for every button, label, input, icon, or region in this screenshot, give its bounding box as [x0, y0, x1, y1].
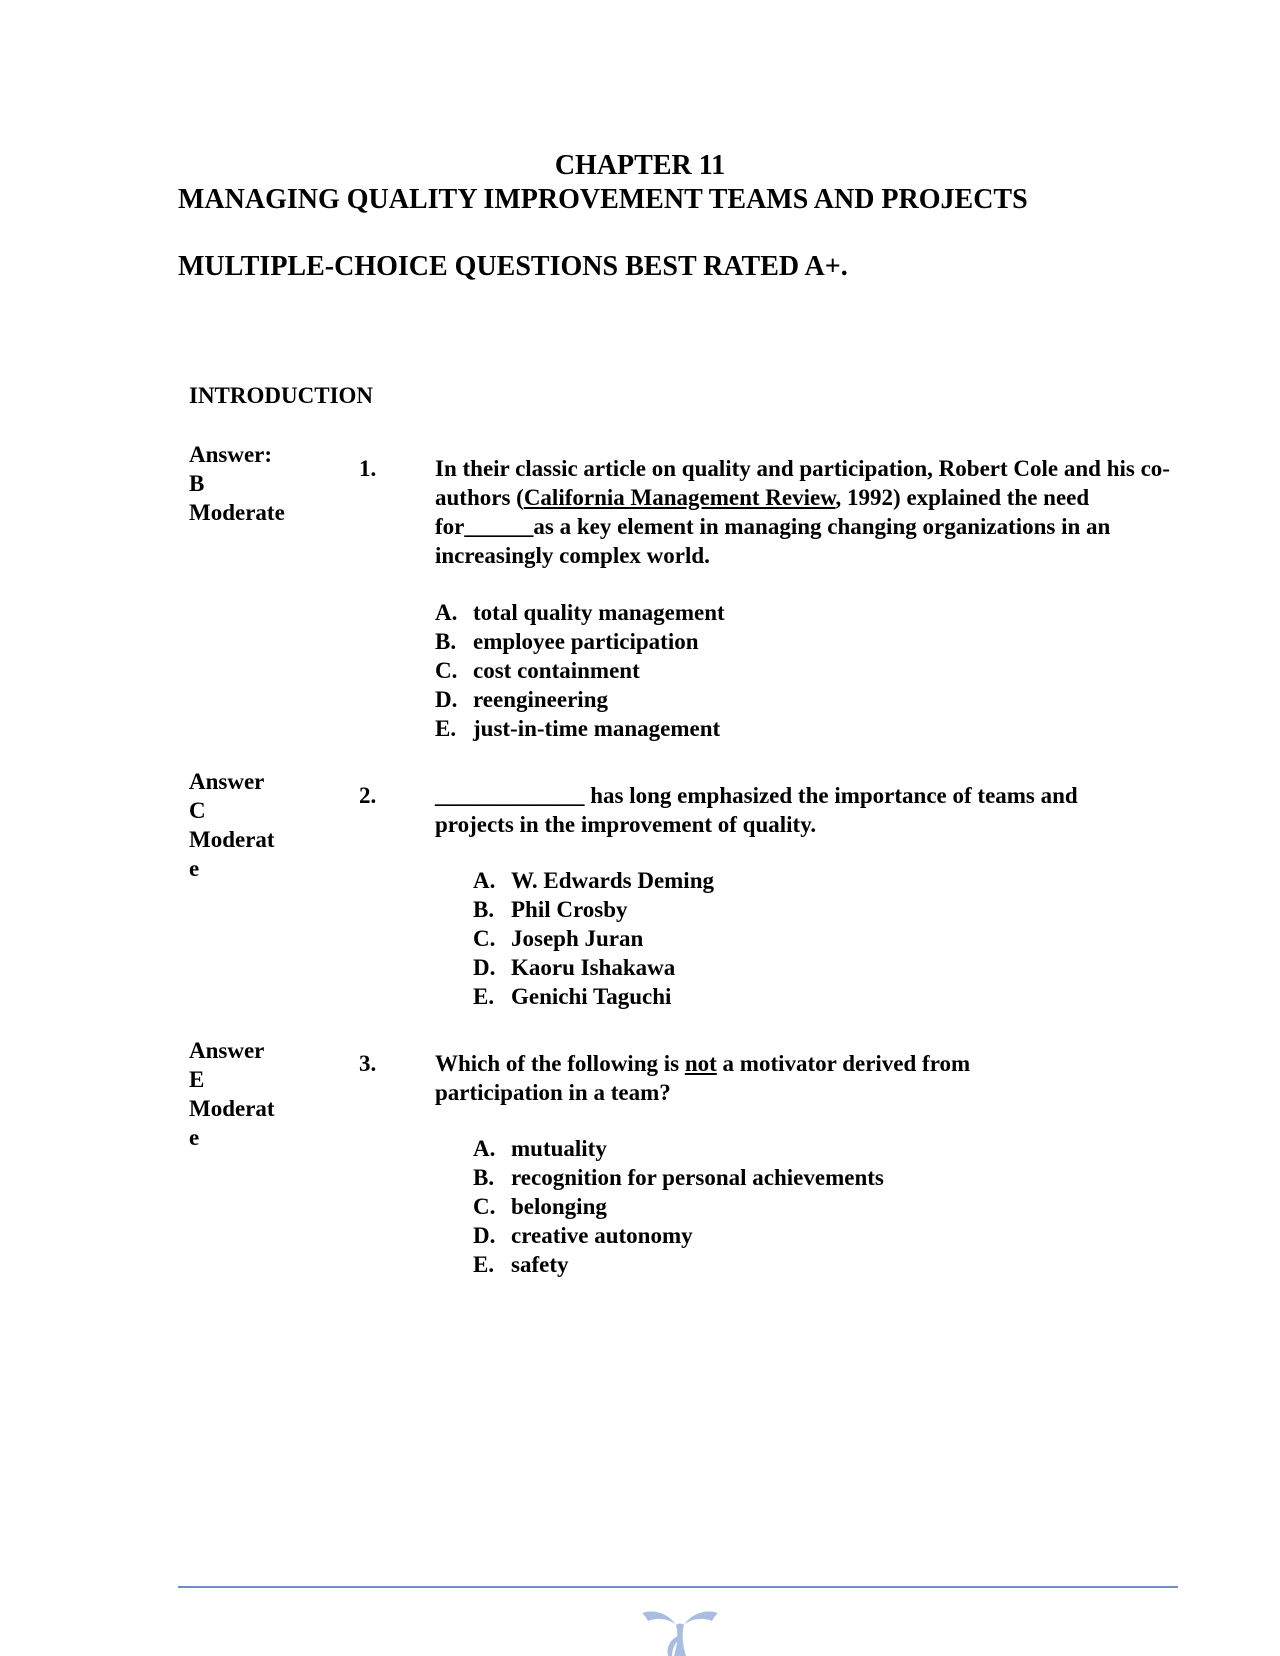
option-letter: B. — [435, 629, 457, 654]
answer-key-3 — [189, 1036, 275, 1152]
option-letter: B. — [473, 897, 495, 922]
chapter-heading: CHAPTER 11 — [554, 150, 726, 181]
options-list-3 — [473, 1134, 884, 1279]
option-letter: E. — [435, 716, 457, 741]
difficulty-label-cont: e — [189, 1125, 200, 1150]
question-stem-3 — [435, 1049, 1045, 1107]
stem-text: , 1992) explained the need for______as a key element in managing changing organizations in an increasingly complex world. — [435, 485, 1111, 568]
stem-text: a motivator derived from participation in a team? — [435, 1051, 971, 1105]
difficulty-label: Moderate — [189, 500, 285, 525]
option-d — [473, 953, 714, 982]
option-letter: D. — [473, 955, 496, 980]
option-text: Kaoru Ishakawa — [511, 955, 676, 980]
logo-wing-right — [684, 1612, 718, 1626]
option-letter: D. — [473, 1223, 496, 1248]
option-text: Phil Crosby — [511, 897, 628, 922]
answer-key-2 — [189, 767, 275, 883]
question-number-1: 1. — [359, 456, 377, 481]
option-letter: C. — [473, 926, 496, 951]
answer-label: Answer — [189, 1038, 265, 1063]
option-b — [473, 895, 714, 924]
option-text: just-in-time management — [473, 716, 721, 741]
option-a — [473, 866, 714, 895]
option-letter: E. — [473, 984, 495, 1009]
answer-label: Answer: — [189, 442, 273, 467]
option-c — [435, 656, 725, 685]
difficulty-label: Moderat — [189, 1096, 275, 1121]
answer-letter: B — [189, 471, 205, 496]
option-letter: C. — [473, 1194, 496, 1219]
option-c — [473, 1192, 884, 1221]
option-a — [435, 598, 725, 627]
option-text: total quality management — [473, 600, 725, 625]
emphasis-not: not — [684, 1051, 717, 1076]
journal-title: California Management Review — [523, 485, 836, 510]
option-letter: D. — [435, 687, 458, 712]
answer-key-1 — [189, 440, 285, 527]
option-letter: C. — [435, 658, 458, 683]
option-b — [435, 627, 725, 656]
footer-rule — [178, 1586, 1178, 1588]
option-text: recognition for personal achievements — [511, 1165, 884, 1190]
option-b — [473, 1163, 884, 1192]
option-e — [473, 982, 714, 1011]
stem-text: Which of the following is — [435, 1051, 685, 1076]
option-a — [473, 1134, 884, 1163]
option-text: employee participation — [473, 629, 699, 654]
question-number-2: 2. — [359, 783, 377, 808]
logo-wing-left — [642, 1612, 676, 1626]
option-letter: E. — [473, 1252, 495, 1277]
option-letter: A. — [435, 600, 458, 625]
answer-letter: C — [189, 798, 206, 823]
option-text: reengineering — [473, 687, 608, 712]
answer-letter: E — [189, 1067, 205, 1092]
option-letter: B. — [473, 1165, 495, 1190]
option-c — [473, 924, 714, 953]
chapter-title: MANAGING QUALITY IMPROVEMENT TEAMS AND PROJECTS — [178, 184, 1028, 215]
difficulty-label-cont: e — [189, 856, 200, 881]
option-d — [435, 685, 725, 714]
option-e — [435, 714, 725, 743]
option-letter: A. — [473, 868, 496, 893]
stem-text: In their classic article on quality and participation, Robert Cole and his co-authors ( — [435, 456, 1170, 510]
option-text: belonging — [511, 1194, 607, 1219]
option-e — [473, 1250, 884, 1279]
option-text: cost containment — [473, 658, 640, 683]
option-text: safety — [511, 1252, 569, 1277]
answer-label: Answer — [189, 769, 265, 794]
question-number-3: 3. — [359, 1051, 377, 1076]
option-d — [473, 1221, 884, 1250]
difficulty-label: Moderat — [189, 827, 275, 852]
fleur-bird-icon — [640, 1605, 720, 1656]
options-list-2 — [473, 866, 714, 1011]
question-stem-1 — [435, 454, 1175, 570]
option-text: Joseph Juran — [511, 926, 644, 951]
option-text: mutuality — [511, 1136, 607, 1161]
options-list-1 — [435, 598, 725, 743]
question-stem-2: _____________ has long emphasized the importance of teams and projects in the improvement of quality. — [435, 783, 1078, 837]
option-text: W. Edwards Deming — [511, 868, 714, 893]
section-heading: INTRODUCTION — [189, 383, 374, 408]
option-letter: A. — [473, 1136, 496, 1161]
option-text: Genichi Taguchi — [511, 984, 672, 1009]
document-subtitle: MULTIPLE-CHOICE QUESTIONS BEST RATED A+. — [178, 251, 848, 282]
option-text: creative autonomy — [511, 1223, 693, 1248]
